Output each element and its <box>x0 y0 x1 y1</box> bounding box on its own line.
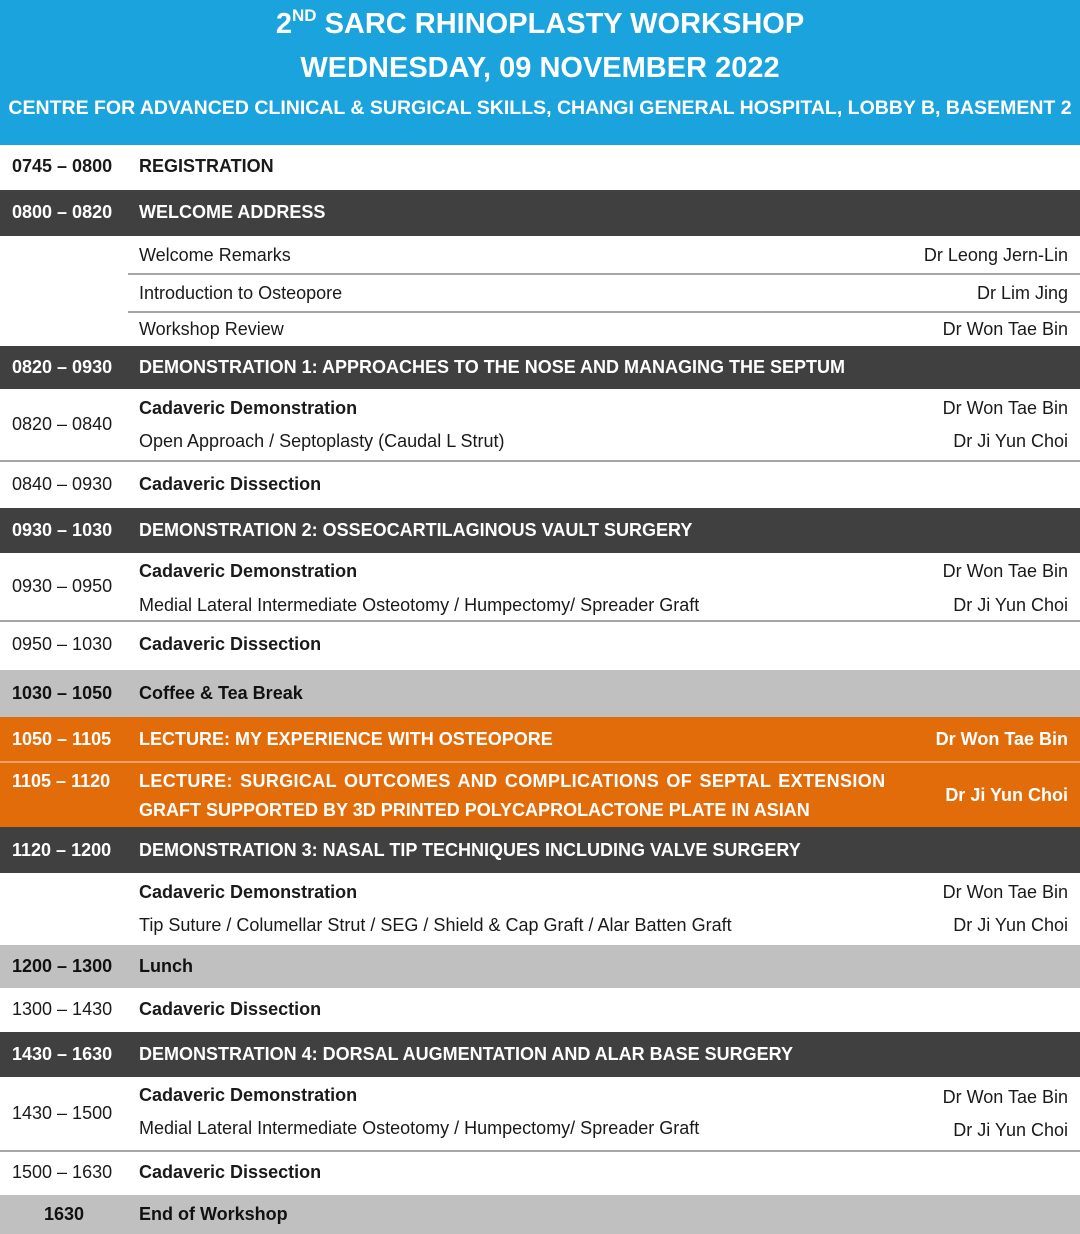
row-afternoon-dissection <box>0 988 1080 1032</box>
row-title: Cadaveric Demonstration <box>139 561 358 581</box>
row-subtitle: Medial Lateral Intermediate Osteotomy / Humpectomy/ Spreader Graft <box>139 1118 700 1138</box>
section-time: 1120 – 1200 <box>12 840 112 860</box>
section-time: 0820 – 0930 <box>12 357 113 377</box>
row-coffee-break <box>0 670 1080 717</box>
row-title: Cadaveric Demonstration <box>139 882 358 902</box>
item-speaker: Dr Won Tae Bin <box>942 319 1068 339</box>
item-speaker: Dr Leong Jern-Lin <box>923 245 1068 265</box>
section-title: DEMONSTRATION 4: DORSAL AUGMENTATION AND ALAR BASE SURGERY <box>139 1044 794 1064</box>
title-ordinal-suffix: ND <box>291 6 317 25</box>
row-time: 0950 – 1030 <box>12 634 113 654</box>
row-time: 1200 – 1300 <box>12 956 113 976</box>
row-title: Cadaveric Dissection <box>139 999 322 1019</box>
programme-header <box>0 0 1080 145</box>
row-subtitle: Open Approach / Septoplasty (Caudal L Strut) <box>139 431 505 451</box>
row-speaker: Dr Won Tae Bin <box>942 561 1068 581</box>
row-title: Cadaveric Dissection <box>139 1162 322 1182</box>
workshop-venue: CENTRE FOR ADVANCED CLINICAL & SURGICAL SKILLS, CHANGI GENERAL HOSPITAL, LOBBY B, BASEMENT 2 <box>8 97 1072 119</box>
row-time: 1050 – 1105 <box>12 729 112 749</box>
row-registration <box>0 145 1080 190</box>
item-title: Welcome Remarks <box>139 245 291 265</box>
section-title: DEMONSTRATION 1: APPROACHES TO THE NOSE AND MANAGING THE SEPTUM <box>139 357 846 377</box>
row-end-of-workshop <box>0 1195 1080 1234</box>
row-time: 1030 – 1050 <box>12 683 113 703</box>
row-title-line2: GRAFT SUPPORTED BY 3D PRINTED POLYCAPROLACTONE PLATE IN ASIAN <box>139 800 810 820</box>
row-title: Cadaveric Demonstration <box>139 398 358 418</box>
row-lecture-outcomes <box>0 763 1080 827</box>
row-demo3-demonstration <box>0 873 1080 945</box>
row-time: 1105 – 1120 <box>12 771 111 791</box>
row-time: 0840 – 0930 <box>12 474 113 494</box>
row-title: LECTURE: MY EXPERIENCE WITH OSTEOPORE <box>139 729 553 749</box>
row-lecture-osteopore <box>0 717 1080 761</box>
row-speaker: Dr Won Tae Bin <box>942 882 1068 902</box>
welcome-items <box>0 236 1080 346</box>
row-title: Coffee & Tea Break <box>139 683 303 703</box>
row-title: End of Workshop <box>139 1204 288 1224</box>
section-title: DEMONSTRATION 3: NASAL TIP TECHNIQUES INCLUDING VALVE SURGERY <box>139 840 801 860</box>
row-title: Cadaveric Demonstration <box>139 1085 358 1105</box>
row-title: Cadaveric Dissection <box>139 634 322 654</box>
row-demo1-demonstration <box>0 389 1080 461</box>
section-time: 0800 – 0820 <box>12 202 113 222</box>
row-speaker: Dr Ji Yun Choi <box>945 785 1068 805</box>
row-time: 0745 – 0800 <box>12 156 113 176</box>
item-speaker: Dr Lim Jing <box>976 283 1068 303</box>
row-demo4-dissection <box>0 1152 1080 1195</box>
row-time: 1300 – 1430 <box>12 999 113 1019</box>
row-speaker: Dr Ji Yun Choi <box>953 595 1068 615</box>
section-demo4 <box>0 1032 1080 1077</box>
row-time: 1430 – 1500 <box>12 1103 113 1123</box>
section-title: WELCOME ADDRESS <box>139 202 326 222</box>
title-ordinal: 2 <box>275 8 292 40</box>
row-demo1-dissection <box>0 462 1080 508</box>
section-demo1 <box>0 346 1080 389</box>
divider <box>128 273 1080 275</box>
row-speaker: Dr Ji Yun Choi <box>953 915 1068 935</box>
divider <box>128 311 1080 313</box>
row-time: 1500 – 1630 <box>12 1162 113 1182</box>
row-title-line1: LECTURE: SURGICAL OUTCOMES AND COMPLICATIONS OF SEPTAL EXTENSION <box>139 771 886 791</box>
section-welcome <box>0 190 1080 236</box>
row-demo2-dissection <box>0 622 1080 670</box>
section-time: 0930 – 1030 <box>12 520 113 540</box>
item-title: Introduction to Osteopore <box>139 283 343 303</box>
row-subtitle: Medial Lateral Intermediate Osteotomy / Humpectomy/ Spreader Graft <box>139 595 700 615</box>
row-demo2-demonstration <box>0 553 1080 620</box>
row-speaker: Dr Won Tae Bin <box>942 398 1068 418</box>
row-title: Cadaveric Dissection <box>139 474 322 494</box>
item-title: Workshop Review <box>139 319 284 339</box>
row-demo4-demonstration <box>0 1077 1080 1150</box>
section-demo3 <box>0 827 1080 873</box>
row-subtitle: Tip Suture / Columellar Strut / SEG / Shield & Cap Graft / Alar Batten Graft <box>139 915 732 935</box>
workshop-title <box>0 6 1080 41</box>
section-demo2 <box>0 508 1080 553</box>
row-time: 1630 <box>44 1204 85 1224</box>
row-time: 0820 – 0840 <box>12 414 113 434</box>
section-title: DEMONSTRATION 2: OSSEOCARTILAGINOUS VAULT SURGERY <box>139 520 693 540</box>
row-speaker: Dr Won Tae Bin <box>935 729 1068 749</box>
row-title: REGISTRATION <box>139 156 274 176</box>
row-title: Lunch <box>139 956 193 976</box>
row-speaker: Dr Ji Yun Choi <box>953 1120 1068 1140</box>
row-time: 0930 – 0950 <box>12 576 113 596</box>
workshop-date: WEDNESDAY, 09 NOVEMBER 2022 <box>300 52 780 84</box>
section-time: 1430 – 1630 <box>12 1044 113 1064</box>
row-speaker: Dr Won Tae Bin <box>942 1087 1068 1107</box>
title-text: SARC RHINOPLASTY WORKSHOP <box>316 8 805 40</box>
row-speaker: Dr Ji Yun Choi <box>953 431 1068 451</box>
row-lunch <box>0 945 1080 988</box>
